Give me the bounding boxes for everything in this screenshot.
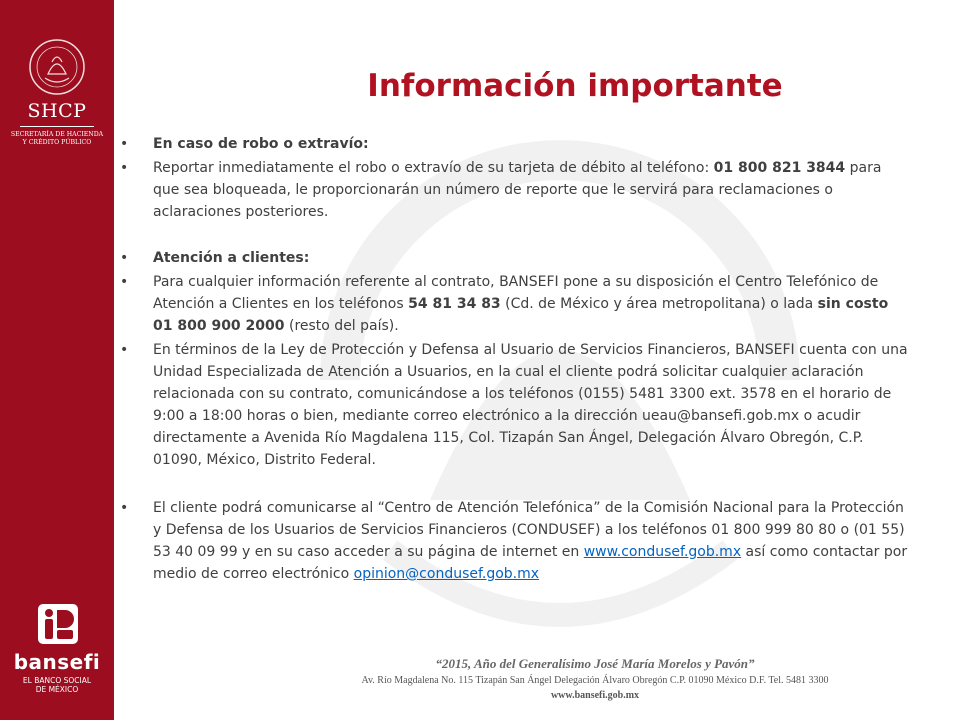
footer-website: www.bansefi.gob.mx	[550, 690, 640, 701]
atencion-free-number: sin costo 01 800 900 2000	[153, 296, 889, 334]
page-title: Información importante	[367, 68, 783, 104]
robo-text-part-2: para que sea bloqueada, le proporcionarán un número de reporte que le servirá para reclamaciones o aclaraciones posteriores.	[153, 160, 882, 220]
bullet-icon: •	[120, 250, 129, 266]
atencion-text-part-2: (Cd. de México y área metropolitana) o lada	[500, 296, 818, 312]
bullet-icon: •	[120, 274, 129, 290]
bullet-icon: •	[120, 136, 129, 152]
robo-text-part-1: Reportar inmediatamente el robo o extravío de su tarjeta de débito al teléfono:	[153, 160, 714, 176]
list-item	[120, 133, 910, 155]
condusef-website-link[interactable]: www.condusef.gob.mx	[583, 544, 742, 560]
bansefi-tagline-line-2: DE MÉXICO	[35, 685, 79, 694]
list-item	[120, 271, 910, 337]
ley-text: En términos de la Ley de Protección y Defensa al Usuario de Servicios Financieros, BANSEFI cuenta con una Unidad Especializada de Atención a Usuarios, en la cual el cliente podrá solicitar cualquier aclaración relacionada con su contrato, comunicándose a los teléfonos (0155) 5481 3300 ext. 3578 en el horario de 9:00 a 18:00 horas o bien, mediante correo electrónico a la dirección ueau@bansefi.gob.mx o acudir directamente a Avenida Río Magdalena 115, Col. Tizapán San Ángel, Delegación Álvaro Obregón, C.P. 01090, México, Distrito Federal.	[153, 342, 908, 468]
bullet-icon: •	[120, 500, 129, 516]
mexican-coat-of-arms-icon	[28, 38, 86, 96]
robo-heading: En caso de robo o extravío:	[153, 136, 369, 152]
bansefi-tagline	[0, 676, 114, 694]
footer-motto: “2015, Año del Generalísimo José María Morelos y Pavón”	[435, 656, 755, 671]
atencion-phone: 54 81 34 83	[408, 296, 501, 312]
condusef-text-part-1: El cliente podrá comunicarse al “Centro de Atención Telefónica” de la Comisión Nacional para la Protección y Defensa de los Usuarios de Servicios Financieros (CONDUSEF) a los teléfonos 01 800 999 80 80 o (01 55) 53 40 09 99 y en su caso acceder a su página de internet en	[153, 500, 905, 560]
list-item	[120, 497, 910, 585]
bullet-icon: •	[120, 160, 129, 176]
condusef-text-part-2: así como contactar por medio de correo electrónico	[153, 544, 908, 582]
bansefi-wordmark: bansefi	[13, 650, 101, 674]
shcp-subtitle-line-2: Y CRÉDITO PÚBLICO	[22, 139, 92, 146]
list-item	[120, 247, 910, 269]
footer-address: Av. Río Magdalena No. 115 Tizapán San Ángel Delegación Álvaro Obregón C.P. 01090 México D.F. Tel. 5481 3300	[361, 675, 829, 686]
atencion-text-part-1: Para cualquier información referente al contrato, BANSEFI pone a su disposición el Centro Telefónico de Atención a Clientes en los teléfonos	[153, 274, 879, 312]
bullet-icon: •	[120, 342, 129, 358]
list-item	[120, 339, 910, 471]
list-item	[120, 157, 910, 223]
atencion-heading: Atención a clientes:	[153, 250, 310, 266]
bansefi-tagline-line-1: EL BANCO SOCIAL	[22, 676, 92, 685]
shcp-subtitle-line-1: SECRETARÍA DE HACIENDA	[10, 131, 104, 138]
shcp-subtitle	[0, 131, 114, 147]
robo-phone: 01 800 821 3844	[713, 160, 846, 176]
content-list	[120, 133, 910, 585]
condusef-email-link[interactable]: opinion@condusef.gob.mx	[353, 566, 540, 582]
bansefi-logo-icon	[34, 600, 82, 648]
sidebar	[0, 0, 114, 720]
shcp-name: SHCP	[27, 100, 87, 122]
shcp-divider	[20, 126, 94, 127]
atencion-text-part-3: (resto del país).	[284, 318, 399, 334]
